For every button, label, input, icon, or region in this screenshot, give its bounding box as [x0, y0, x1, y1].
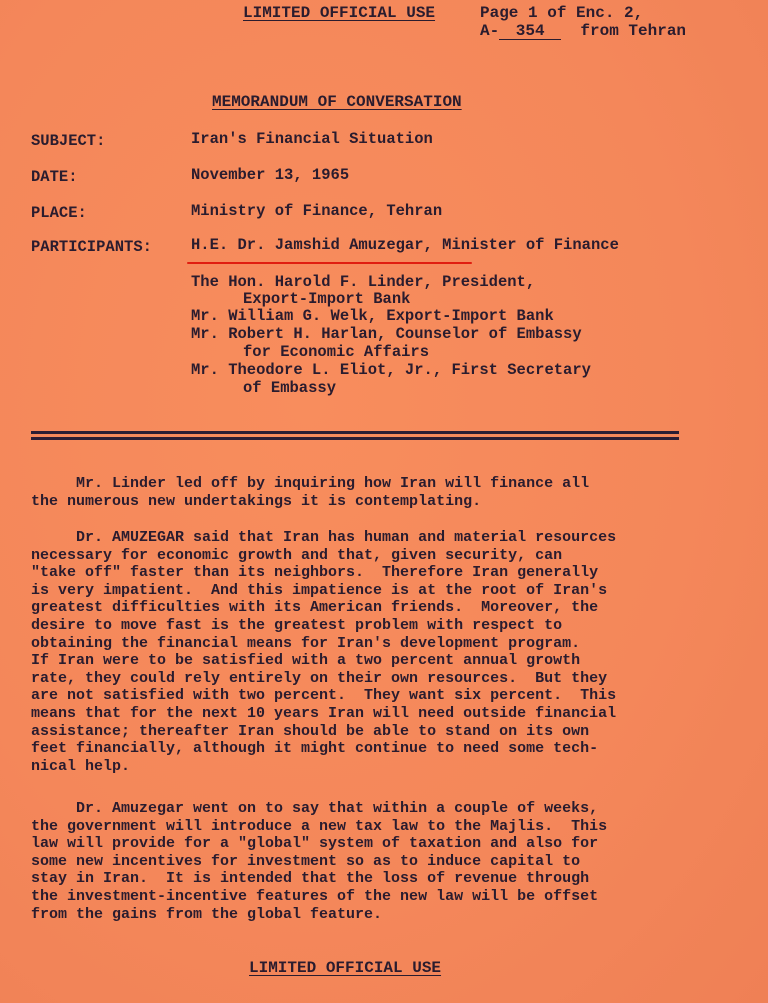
airgram-prefix: A-	[480, 22, 500, 40]
para-line: law will provide for a "global" system of taxation and also for	[31, 835, 599, 853]
header-page-line: Page 1 of Enc. 2,	[480, 4, 644, 22]
para-line: the numerous new undertakings it is contemplating.	[31, 492, 482, 510]
participants-label: PARTICIPANTS:	[31, 238, 152, 256]
subject-value: Iran's Financial Situation	[191, 130, 433, 148]
para-line: rate, they could rely entirely on their own resources. But they	[31, 669, 608, 687]
para-line: greatest difficulties with its American friends. Moreover, the	[31, 599, 599, 617]
header-classification: LIMITED OFFICIAL USE	[243, 4, 436, 22]
para-line: means that for the next 10 years Iran will need outside financial	[31, 704, 617, 722]
paragraph-1	[31, 475, 737, 510]
para-line: the investment-incentive features of the new law will be offset	[31, 887, 599, 905]
paragraph-3	[31, 800, 737, 923]
footer-classification: LIMITED OFFICIAL USE	[249, 959, 442, 977]
para-line: Dr. Amuzegar went on to say that within a couple of weeks,	[31, 800, 599, 817]
airgram-suffix: from Tehran	[580, 22, 687, 40]
header-airgram-line	[480, 22, 686, 40]
participant-line: of Embassy	[243, 379, 337, 397]
date-value: November 13, 1965	[191, 166, 350, 184]
para-line: feet financially, although it might continue to need some tech-	[31, 740, 599, 758]
participant-line: Mr. William G. Welk, Export-Import Bank	[191, 307, 554, 325]
participant-line: H.E. Dr. Jamshid Amuzegar, Minister of Finance	[191, 236, 619, 254]
para-line: If Iran were to be satisfied with a two percent annual growth	[31, 652, 581, 670]
para-line: "take off" faster than its neighbors. Therefore Iran generally	[31, 564, 599, 582]
airgram-number: 354	[499, 24, 561, 40]
participant-line: Mr. Theodore L. Eliot, Jr., First Secretary	[191, 361, 591, 379]
para-line: Mr. Linder led off by inquiring how Iran will finance all	[31, 475, 590, 492]
memo-title: MEMORANDUM OF CONVERSATION	[212, 93, 462, 111]
para-line: are not satisfied with two percent. They want six percent. This	[31, 687, 617, 705]
para-line: is very impatient. And this impatience is at the root of Iran's	[31, 581, 608, 599]
para-line: nical help.	[31, 757, 131, 775]
separator-rule	[31, 437, 679, 440]
para-line: Dr. AMUZEGAR said that Iran has human and material resources	[31, 529, 617, 546]
paragraph-2	[31, 529, 737, 775]
para-line: desire to move fast is the greatest problem with respect to	[31, 616, 563, 634]
para-line: assistance; thereafter Iran should be able to stand on its own	[31, 722, 590, 740]
red-underline-annotation	[187, 262, 472, 264]
para-line: stay in Iran. It is intended that the loss of revenue through	[31, 870, 590, 888]
participant-line: Mr. Robert H. Harlan, Counselor of Embassy	[191, 325, 582, 343]
separator-rule	[31, 431, 679, 434]
para-line: some new incentives for investment so as to induce capital to	[31, 852, 581, 870]
para-line: from the gains from the global feature.	[31, 905, 383, 923]
para-line: obtaining the financial means for Iran's development program.	[31, 634, 581, 652]
date-label: DATE:	[31, 168, 78, 186]
airgram-spacer	[561, 22, 580, 40]
subject-label: SUBJECT:	[31, 132, 106, 150]
place-label: PLACE:	[31, 204, 87, 222]
participant-line: Export-Import Bank	[243, 290, 411, 308]
participant-line: The Hon. Harold F. Linder, President,	[191, 273, 536, 291]
para-line: the government will introduce a new tax law to the Majlis. This	[31, 817, 608, 835]
para-line: necessary for economic growth and that, given security, can	[31, 546, 563, 564]
participant-line: for Economic Affairs	[243, 343, 430, 361]
place-value: Ministry of Finance, Tehran	[191, 202, 443, 220]
